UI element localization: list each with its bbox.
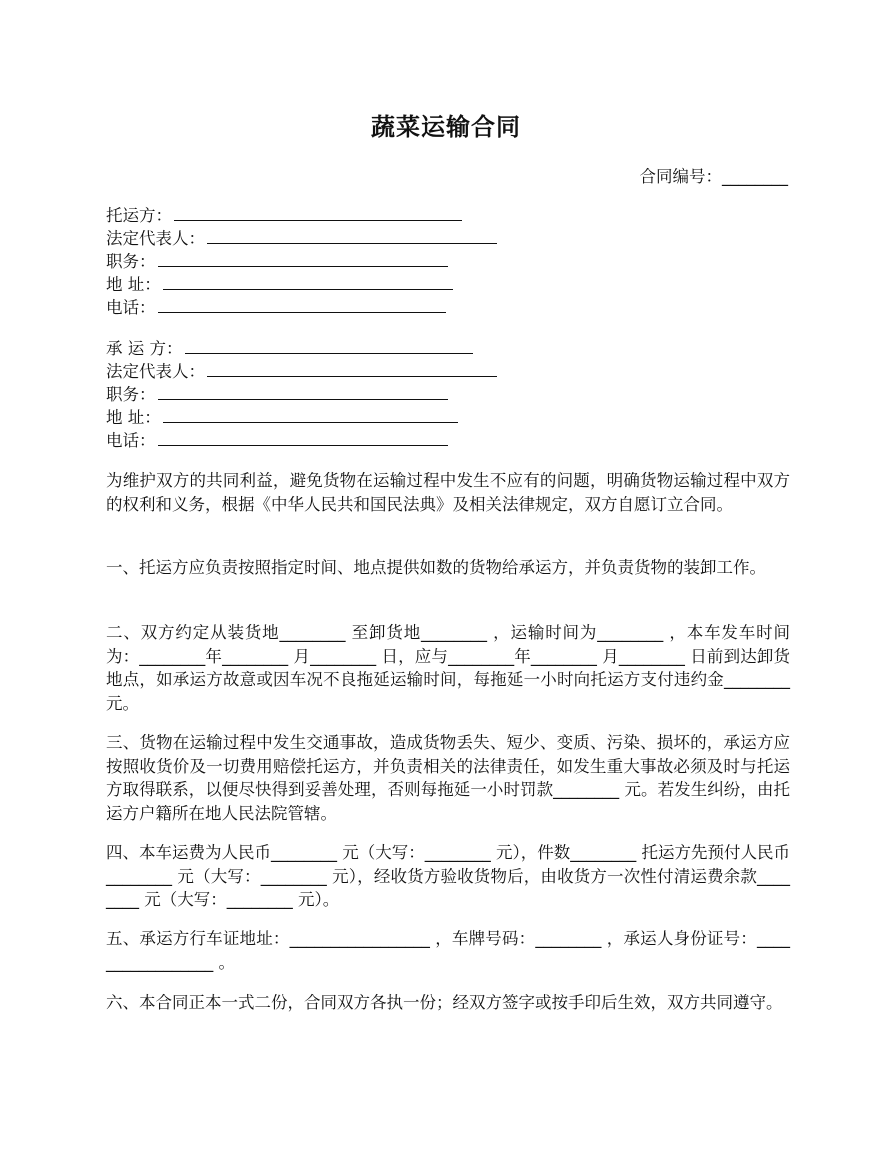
carrier-address-row <box>106 406 497 429</box>
carrier-position-blank <box>158 383 448 400</box>
carrier-phone-blank <box>158 429 448 446</box>
consignor-phone-row <box>106 296 497 319</box>
carrier-block <box>106 337 497 452</box>
clause-1: 一、托运方应负责按照指定时间、地点提供如数的货物给承运方，并负责货物的装卸工作。 <box>106 558 766 577</box>
consignor-address-row <box>106 273 497 296</box>
consignor-address-blank <box>163 273 453 290</box>
carrier-name-blank <box>185 337 473 354</box>
carrier-name-row <box>106 337 497 360</box>
contract-number: 合同编号：________ <box>639 167 788 186</box>
clause-5: 五、承运方行车证地址：_________________ ，车牌号码：________ ，承运人身份证号：_________________ 。 <box>106 929 790 972</box>
document-title: 蔬菜运输合同 <box>371 113 521 141</box>
carrier-legal-rep-label: 法定代表人： <box>106 362 205 381</box>
consignor-phone-blank <box>158 296 446 313</box>
consignor-name-label: 托运方： <box>106 206 172 225</box>
consignor-legal-rep-row <box>106 227 497 250</box>
consignor-name-row <box>106 204 497 227</box>
clause-6: 六、本合同正本一式二份，合同双方各执一份；经双方签字或按手印后生效，双方共同遵守。 <box>106 993 783 1012</box>
carrier-name-label: 承 运 方： <box>106 339 183 358</box>
carrier-position-label: 职务： <box>106 385 156 404</box>
clause-4: 四、本车运费为人民币________ 元（大写：________ 元），件数________ 托运方先预付人民币________ 元（大写：________ 元），经收货方验收货物后，由收货方一次性付清运费余款________ 元（大写：________ 元）。 <box>106 843 790 909</box>
carrier-legal-rep-row <box>106 360 497 383</box>
clause-3: 三、货物在运输过程中发生交通事故，造成货物丢失、短少、变质、污染、损坏的，承运方应按照收货价及一切费用赔偿托运方，并负责相关的法律责任，如发生重大事故必须及时与托运方取得联系，以便尽快得到妥善处理，否则每拖延一小时罚款________ 元。若发生纠纷，由托运方户籍所在地人民法院管辖。 <box>106 733 790 823</box>
consignor-position-label: 职务： <box>106 252 156 271</box>
carrier-address-label: 地 址： <box>106 408 161 427</box>
consignor-legal-rep-blank <box>207 227 497 244</box>
carrier-address-blank <box>163 406 458 423</box>
consignor-position-blank <box>158 250 448 267</box>
consignor-address-label: 地 址： <box>106 275 161 294</box>
consignor-position-row <box>106 250 497 273</box>
preamble-paragraph: 为维护双方的共同利益，避免货物在运输过程中发生不应有的问题，明确货物运输过程中双方的权利和义务，根据《中华人民共和国民法典》及相关法律规定，双方自愿订立合同。 <box>106 471 790 514</box>
carrier-position-row <box>106 383 497 406</box>
carrier-phone-row <box>106 429 497 452</box>
carrier-phone-label: 电话： <box>106 431 156 450</box>
consignor-name-blank <box>174 204 462 221</box>
consignor-phone-label: 电话： <box>106 298 156 317</box>
carrier-legal-rep-blank <box>207 360 497 377</box>
consignor-block <box>106 204 497 319</box>
consignor-legal-rep-label: 法定代表人： <box>106 229 205 248</box>
clause-2: 二、双方约定从装货地________ 至卸货地________ ，运输时间为________ ，本车发车时间为：________年________ 月________ 日，应与________年________ 月________ 日前到达卸货地点，如承运方故意或因车况不良拖延运输时间，每拖延一小时向托运方支付违约金________ 元。 <box>106 623 790 713</box>
